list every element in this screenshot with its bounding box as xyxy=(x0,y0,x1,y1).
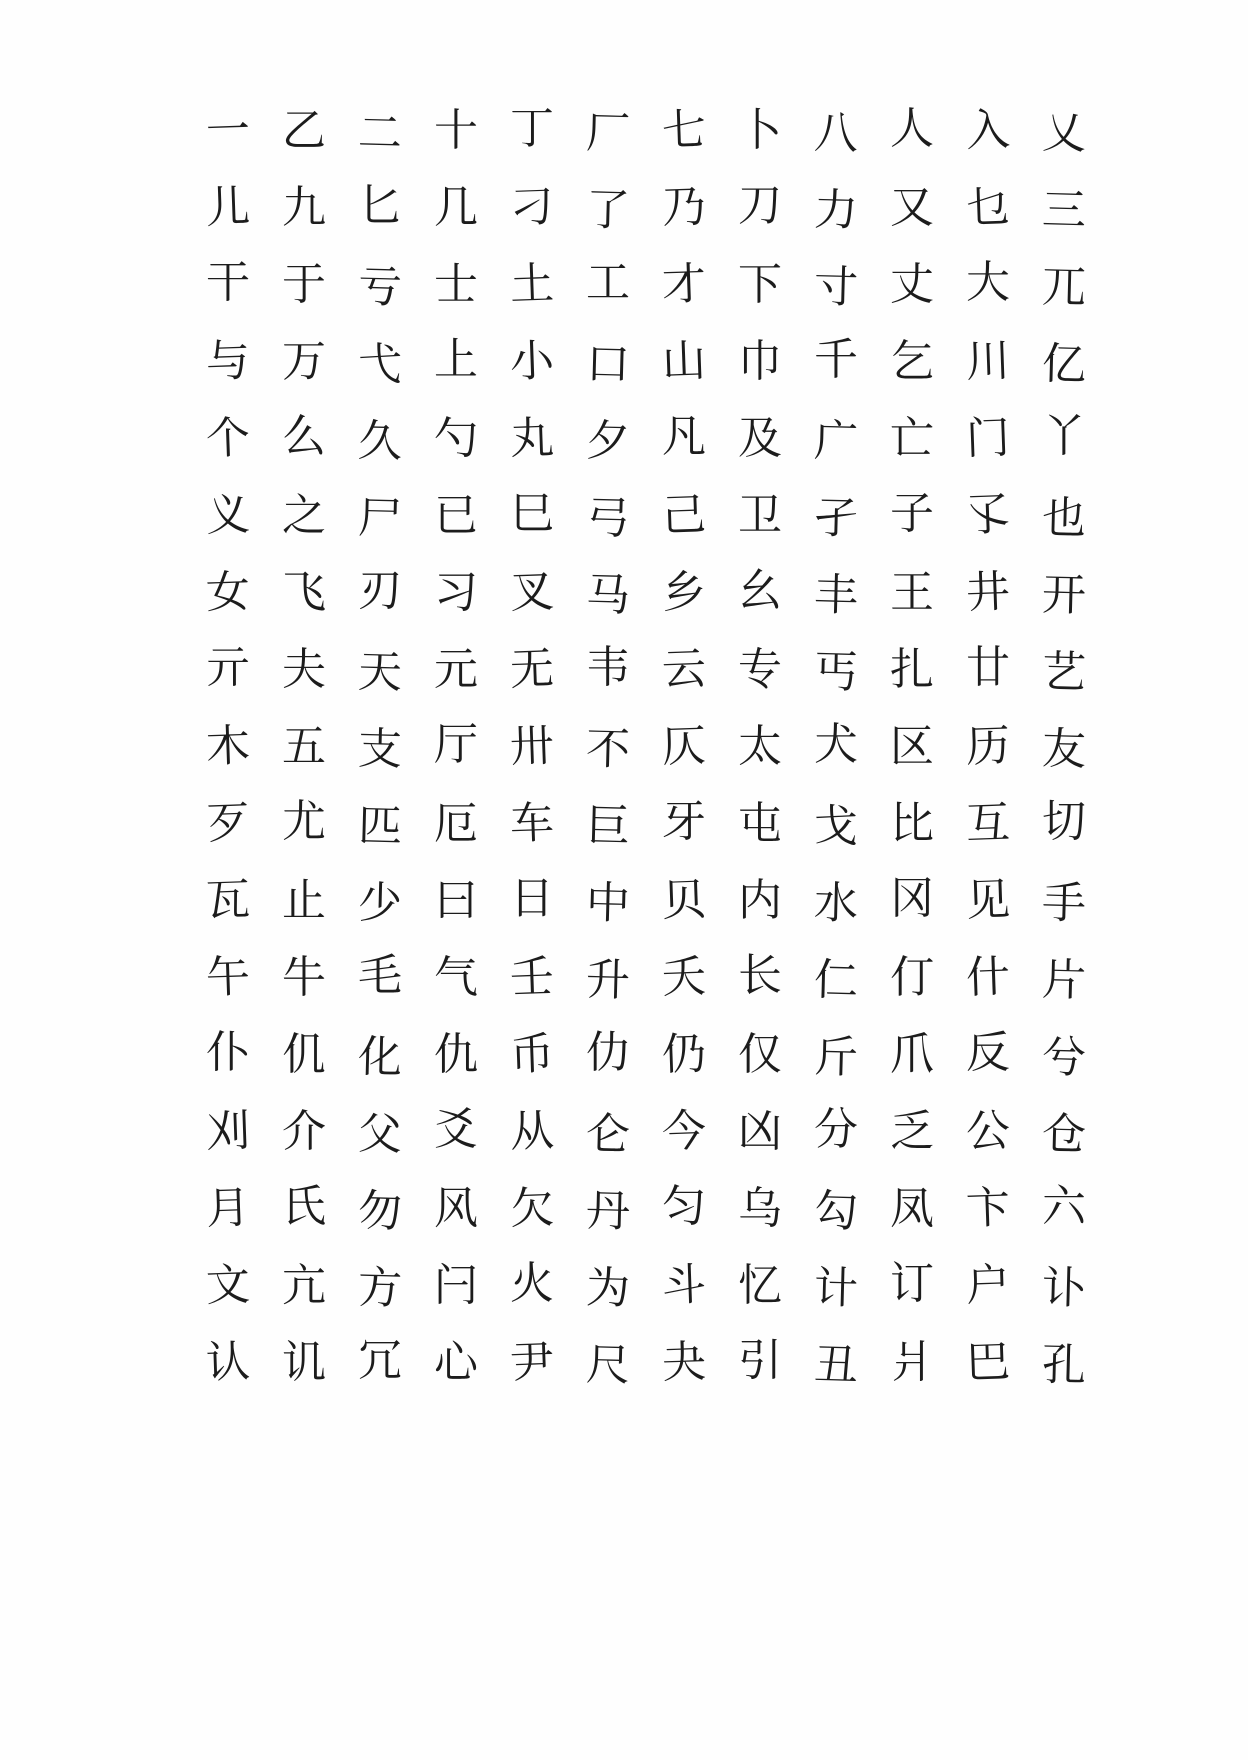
character-cell: 匀 xyxy=(662,1180,706,1232)
character-cell: 凶 xyxy=(738,1105,782,1157)
character-cell: 仓 xyxy=(1041,1107,1087,1161)
character-cell: 匹 xyxy=(357,799,403,853)
character-cell: 牛 xyxy=(282,951,326,1003)
character-cell: 丸 xyxy=(509,411,555,465)
character-cell: 夭 xyxy=(661,950,707,1004)
character-cell: 仑 xyxy=(585,1107,631,1161)
character-cell: 戈 xyxy=(813,799,859,853)
character-cell: 乙 xyxy=(282,104,326,156)
character-cell: 义 xyxy=(205,488,251,542)
character-cell: 习 xyxy=(434,566,478,618)
character-cell: 弓 xyxy=(585,491,631,545)
character-cell: 忆 xyxy=(738,1259,782,1311)
character-cell: 文 xyxy=(205,1258,251,1312)
character-cell: 亏 xyxy=(357,260,403,314)
character-cell: 于 xyxy=(282,258,326,310)
character-cell: 乏 xyxy=(890,1105,934,1157)
character-cell: 卫 xyxy=(738,489,782,541)
character-cell: 瓦 xyxy=(205,873,251,927)
character-cell: 勿 xyxy=(357,1184,403,1238)
character-cell: 开 xyxy=(1041,568,1087,622)
character-cell: 丰 xyxy=(813,568,859,622)
character-cell: 乌 xyxy=(738,1182,782,1234)
character-cell: 今 xyxy=(661,1104,707,1158)
character-cell: 升 xyxy=(585,953,631,1007)
character-cell: 屯 xyxy=(738,797,782,849)
character-cell: 工 xyxy=(586,256,630,308)
character-cell: 卅 xyxy=(509,719,555,773)
character-grid xyxy=(190,92,1150,1401)
character-cell: 丁 xyxy=(510,102,554,154)
character-cell: 韦 xyxy=(586,641,630,693)
character-cell: 无 xyxy=(509,642,555,696)
character-cell: 比 xyxy=(890,797,934,849)
character-cell: 壬 xyxy=(509,950,555,1004)
character-cell: 日 xyxy=(510,872,554,924)
character-cell: 上 xyxy=(434,333,478,385)
character-cell: 心 xyxy=(434,1336,478,1388)
character-cell: 从 xyxy=(509,1104,555,1158)
character-cell: 万 xyxy=(282,335,326,387)
character-cell: 卜 xyxy=(738,104,782,156)
character-cell: 巳 xyxy=(510,487,554,539)
character-cell: 欠 xyxy=(509,1181,555,1235)
character-cell: 仁 xyxy=(813,953,859,1007)
character-cell: 马 xyxy=(585,568,631,622)
character-cell: 化 xyxy=(357,1030,403,1084)
character-cell: 几 xyxy=(434,181,478,233)
character-cell: 山 xyxy=(661,334,707,388)
character-cell: 爪 xyxy=(890,1028,934,1080)
character-cell: 之 xyxy=(282,489,326,541)
character-cell: 爻 xyxy=(434,1103,478,1155)
character-cell: 风 xyxy=(434,1182,478,1234)
character-cell: 与 xyxy=(205,334,251,388)
character-cell: 乞 xyxy=(890,335,934,387)
character-cell: 支 xyxy=(357,722,403,776)
character-cell: 为 xyxy=(585,1261,631,1315)
character-cell: 计 xyxy=(813,1261,859,1315)
character-cell: 水 xyxy=(813,876,859,930)
character-cell: 牙 xyxy=(662,795,706,847)
character-cell: 尤 xyxy=(282,795,326,847)
character-cell: 飞 xyxy=(282,566,326,618)
character-cell: 斗 xyxy=(661,1258,707,1312)
character-cell: 讥 xyxy=(282,1336,326,1388)
character-cell: 夬 xyxy=(661,1335,707,1389)
character-cell: 寸 xyxy=(813,260,859,314)
character-cell: 又 xyxy=(890,181,934,233)
character-cell: 午 xyxy=(205,950,251,1004)
character-cell: 凡 xyxy=(662,410,706,462)
character-cell: 方 xyxy=(357,1261,403,1315)
character-cell: 介 xyxy=(282,1105,326,1157)
character-cell: 讣 xyxy=(1041,1261,1087,1315)
character-cell: 长 xyxy=(738,949,782,1001)
character-cell: 专 xyxy=(738,643,782,695)
character-cell: 公 xyxy=(965,1104,1011,1158)
character-cell: 千 xyxy=(814,333,858,385)
character-cell: 丹 xyxy=(585,1184,631,1238)
character-cell: 乡 xyxy=(661,565,707,619)
character-cell: 厂 xyxy=(585,106,631,160)
character-cell: 内 xyxy=(738,874,782,926)
character-cell: 友 xyxy=(1041,722,1087,776)
character-cell: 己 xyxy=(661,488,707,542)
character-cell: 太 xyxy=(738,720,782,772)
character-cell: 仇 xyxy=(434,1028,478,1080)
character-cell: 么 xyxy=(282,410,326,462)
character-cell: 毛 xyxy=(358,949,402,1001)
character-cell: 斤 xyxy=(813,1030,859,1084)
character-cell: 五 xyxy=(282,720,326,772)
character-cell: 贝 xyxy=(661,873,707,927)
character-cell: 刃 xyxy=(358,564,402,616)
character-cell: 三 xyxy=(1041,183,1087,237)
character-cell: 孑 xyxy=(813,491,859,545)
character-cell: 十 xyxy=(434,104,478,156)
character-cell: 及 xyxy=(738,412,782,464)
character-cell: 仅 xyxy=(738,1028,782,1080)
character-cell: 厅 xyxy=(434,718,478,770)
character-cell: 仉 xyxy=(282,1028,326,1080)
character-cell: 下 xyxy=(738,258,782,310)
character-cell: 月 xyxy=(205,1181,251,1235)
character-cell: 凤 xyxy=(890,1182,934,1234)
character-cell: 叉 xyxy=(509,565,555,619)
character-cell: 丐 xyxy=(813,645,859,699)
character-cell: 广 xyxy=(813,414,859,468)
character-cell: 艺 xyxy=(1041,645,1087,699)
character-cell: 天 xyxy=(357,645,403,699)
character-cell: 反 xyxy=(966,1026,1010,1078)
character-cell: 井 xyxy=(965,565,1011,619)
character-cell: 了 xyxy=(585,183,631,237)
character-cell: 孓 xyxy=(965,488,1011,542)
character-cell: 见 xyxy=(965,873,1011,927)
character-cell: 丈 xyxy=(890,258,934,310)
character-cell: 手 xyxy=(1041,876,1087,930)
character-cell: 尸 xyxy=(357,491,403,545)
character-cell: 币 xyxy=(509,1027,555,1081)
character-cell: 乜 xyxy=(965,180,1011,234)
character-cell: 士 xyxy=(434,258,478,310)
character-cell: 氏 xyxy=(282,1180,326,1232)
character-cell: 冗 xyxy=(358,1334,402,1386)
character-cell: 互 xyxy=(965,796,1011,850)
character-cell: 干 xyxy=(206,256,250,308)
character-cell: 止 xyxy=(282,874,326,926)
character-cell: 扎 xyxy=(890,643,934,695)
character-cell: 爿 xyxy=(890,1336,934,1388)
character-cell: 兀 xyxy=(1041,260,1087,314)
character-cell: 区 xyxy=(890,720,934,772)
character-cell: 卞 xyxy=(965,1181,1011,1235)
character-cell: 仆 xyxy=(206,1026,250,1078)
character-cell: 仍 xyxy=(661,1027,707,1081)
character-cell: 认 xyxy=(205,1335,251,1389)
character-cell: 夕 xyxy=(585,414,631,468)
character-cell: 切 xyxy=(1042,795,1086,847)
character-cell: 元 xyxy=(434,643,478,695)
character-cell: 匕 xyxy=(358,179,402,231)
character-cell: 木 xyxy=(205,719,251,773)
character-cell: 八 xyxy=(813,106,859,160)
character-cell: 王 xyxy=(890,566,934,618)
character-cell: 人 xyxy=(890,102,934,154)
character-cell: 儿 xyxy=(205,180,251,234)
character-cell: 川 xyxy=(965,334,1011,388)
character-cell: 曰 xyxy=(434,874,478,926)
character-cell: 仃 xyxy=(890,951,934,1003)
character-cell: 父 xyxy=(357,1107,403,1161)
character-cell: 刀 xyxy=(738,179,782,231)
character-cell: 不 xyxy=(585,722,631,776)
character-cell: 也 xyxy=(1041,491,1087,545)
character-cell: 七 xyxy=(661,103,707,157)
character-cell: 仄 xyxy=(661,719,707,773)
character-cell: 厄 xyxy=(434,797,478,849)
character-cell: 勾 xyxy=(813,1184,859,1238)
character-cell: 气 xyxy=(434,951,478,1003)
character-cell: 亡 xyxy=(890,412,934,464)
character-cell: 火 xyxy=(510,1257,554,1309)
character-cell: 片 xyxy=(1041,953,1087,1007)
character-cell: 亿 xyxy=(1041,337,1087,391)
character-cell: 刈 xyxy=(205,1104,251,1158)
character-cell: 尹 xyxy=(509,1335,555,1389)
character-cell: 力 xyxy=(813,183,859,237)
character-cell: 刁 xyxy=(509,180,555,234)
character-cell: 丑 xyxy=(813,1338,859,1392)
character-cell: 犬 xyxy=(814,718,858,770)
character-cell: 闩 xyxy=(434,1259,478,1311)
character-cell: 弋 xyxy=(357,337,403,391)
character-cell: 巾 xyxy=(738,335,782,387)
character-cell: 门 xyxy=(965,411,1011,465)
character-cell: 少 xyxy=(357,876,403,930)
character-cell: 大 xyxy=(966,256,1010,308)
character-cell: 引 xyxy=(738,1334,782,1386)
character-cell: 土 xyxy=(509,257,555,311)
character-cell: 歹 xyxy=(205,796,251,850)
character-cell: 订 xyxy=(890,1257,934,1309)
character-cell: 二 xyxy=(357,106,403,160)
character-cell: 廿 xyxy=(966,641,1010,693)
character-cell: 幺 xyxy=(738,564,782,616)
character-cell: 小 xyxy=(509,334,555,388)
character-cell: 久 xyxy=(357,414,403,468)
character-cell: 分 xyxy=(814,1103,858,1155)
character-cell: 户 xyxy=(965,1258,1011,1312)
character-cell: 一 xyxy=(205,103,251,157)
character-cell: 入 xyxy=(965,103,1011,157)
character-cell: 九 xyxy=(282,181,326,233)
character-cell: 已 xyxy=(434,489,478,541)
character-cell: 尺 xyxy=(585,1338,631,1392)
character-cell: 口 xyxy=(585,337,631,391)
character-cell: 勺 xyxy=(434,412,478,464)
character-cell: 乃 xyxy=(661,180,707,234)
character-cell: 亓 xyxy=(206,641,250,693)
character-cell: 历 xyxy=(965,719,1011,773)
character-cell: 夫 xyxy=(282,643,326,695)
character-cell: 中 xyxy=(585,876,631,930)
character-cell: 乂 xyxy=(1041,106,1087,160)
character-cell: 云 xyxy=(661,642,707,696)
character-cell: 冈 xyxy=(890,872,934,924)
character-cell: 才 xyxy=(661,257,707,311)
character-cell: 个 xyxy=(205,411,251,465)
character-cell: 什 xyxy=(965,950,1011,1004)
character-cell: 亢 xyxy=(282,1259,326,1311)
character-cell: 女 xyxy=(205,565,251,619)
character-cell: 巨 xyxy=(585,799,631,853)
character-cell: 六 xyxy=(1042,1180,1086,1232)
character-cell: 兮 xyxy=(1041,1030,1087,1084)
character-cell: 孔 xyxy=(1041,1338,1087,1392)
character-cell: 巴 xyxy=(965,1335,1011,1389)
character-cell: 子 xyxy=(890,487,934,539)
character-cell: 车 xyxy=(509,796,555,850)
character-cell: 仂 xyxy=(586,1026,630,1078)
character-cell: 丫 xyxy=(1042,410,1086,462)
